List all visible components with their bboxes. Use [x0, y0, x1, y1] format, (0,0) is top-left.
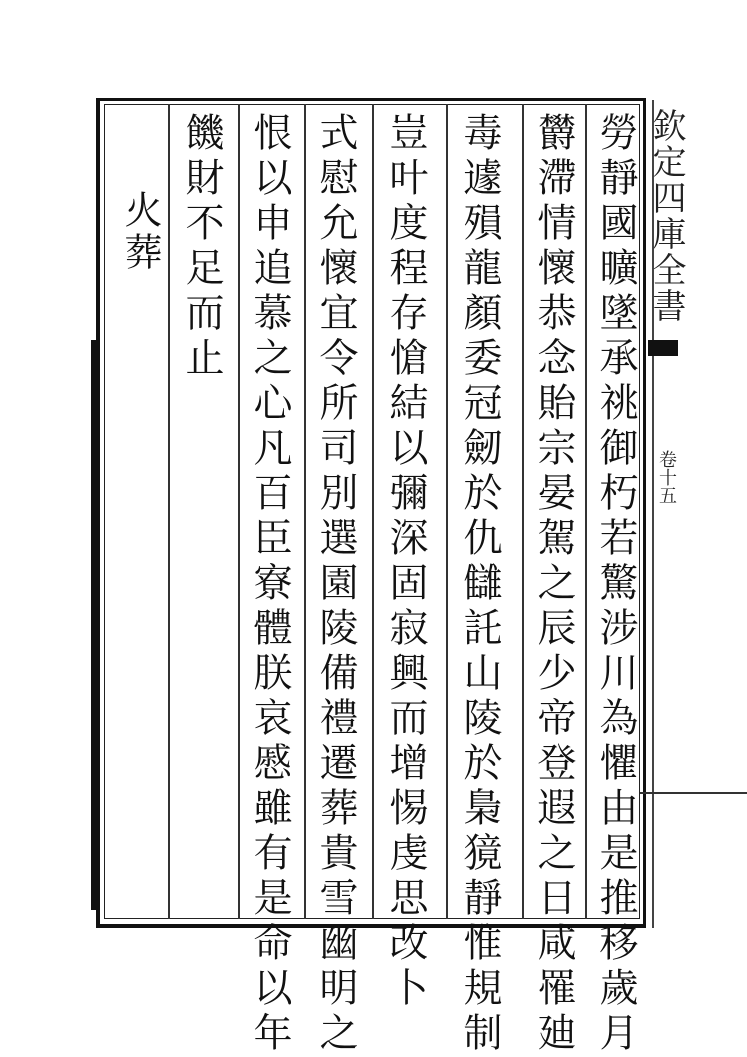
column-rule [238, 104, 240, 919]
column-rule [372, 104, 374, 919]
book-title-margin: 欽定四庫全書 [646, 108, 686, 324]
column-rule [304, 104, 306, 919]
volume-label: 卷十五 [656, 450, 677, 504]
text-column-3: 毒遽殞龍顏委冠劒於仇讎託山陵於梟獍靜惟規制 [457, 112, 502, 1057]
fish-tail-mark [648, 340, 678, 356]
text-column-4: 豈叶度程存愴結以彌深固寂興而增惕虔思改卜 [383, 112, 428, 1012]
text-column-5: 式慰允懷宜令所司別選園陵備禮遷葬貴雪幽明之 [313, 112, 358, 1057]
text-column-2: 欝滯情懷恭念貽宗晏駕之辰少帝登遐之日咸罹廸 [531, 112, 576, 1057]
text-column-6: 恨以申追慕之心凡百臣寮體朕哀慼雖有是命以年 [247, 112, 292, 1057]
column-rule [168, 104, 170, 919]
column-rule [522, 104, 524, 919]
column-rule [585, 104, 587, 919]
margin-rule [640, 792, 747, 794]
text-column-7: 饑財不足而止 [179, 112, 224, 382]
section-heading: 火葬 [118, 190, 162, 274]
left-border-shadow [91, 340, 97, 910]
column-rule [446, 104, 448, 919]
text-column-1: 勞靜國曠墜承祧御朽若驚涉川為懼由是推移歲月 [593, 112, 638, 1057]
